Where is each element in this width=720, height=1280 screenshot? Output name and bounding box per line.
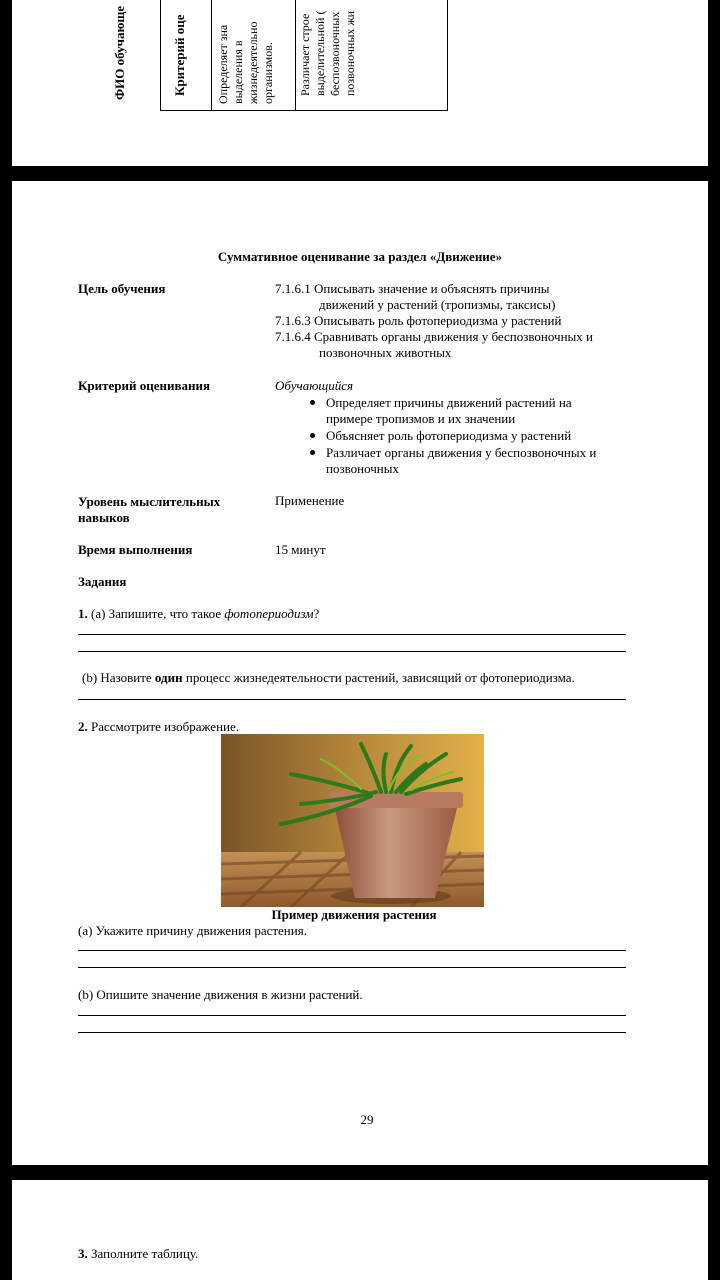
criteria-intro: Обучающийся xyxy=(275,378,354,393)
criteria-item: примере тропизмов и их значении xyxy=(326,411,516,426)
col1-text: Определяет зна выделения в жизнедеятельно организмов. xyxy=(216,21,275,104)
time-value: 15 минут xyxy=(275,542,326,557)
question-2: 2. Рассмотрите изображение. xyxy=(78,719,240,734)
page-number: 29 xyxy=(360,1112,374,1127)
criteria-item: Определяет причины движений растений на xyxy=(326,395,572,410)
photo-caption: Пример движения растения xyxy=(271,907,437,922)
question-1a: 1. (а) Запишите, что такое фотопериодизм? xyxy=(78,606,320,621)
answer-line[interactable] xyxy=(78,950,626,951)
answer-line[interactable] xyxy=(78,651,626,652)
criteria-item: Различает органы движения у беспозвоночных и xyxy=(326,445,597,460)
goal-line: 7.1.6.4 Сравнивать органы движения у беспозвоночных и xyxy=(275,329,593,344)
question-2a: (а) Укажите причину движения растения. xyxy=(78,923,307,938)
goal-line: позвоночных животных xyxy=(319,345,452,360)
level-label: навыков xyxy=(78,510,130,525)
col2-text: Различает строе выделительной ( беспозвоночных позвоночных жи xyxy=(298,10,357,96)
tasks-label: Задания xyxy=(78,574,127,589)
time-label: Время выполнения xyxy=(78,542,193,557)
bullet-icon xyxy=(310,450,315,455)
plant-photo xyxy=(221,734,484,907)
answer-line[interactable] xyxy=(78,967,626,968)
document-page xyxy=(12,181,708,1165)
fio-label: ФИО обучающе xyxy=(112,5,127,100)
question-1b: (b) Назовите один процесс жизнедеятельности растений, зависящий от фотопериодизма. xyxy=(82,670,575,685)
goal-line: 7.1.6.3 Описывать роль фотопериодизма у растений xyxy=(275,313,562,328)
answer-line[interactable] xyxy=(78,1032,626,1033)
bullet-icon xyxy=(310,433,315,438)
next-page xyxy=(12,1180,708,1280)
goal-line: 7.1.6.1 Описывать значение и объяснять причины xyxy=(275,281,550,296)
question-3: 3. Заполните таблицу. xyxy=(78,1246,199,1261)
question-2b: (b) Опишите значение движения в жизни растений. xyxy=(78,987,363,1002)
criteria-item: позвоночных xyxy=(326,461,399,476)
criterion-header: Критерий оце xyxy=(172,14,187,96)
criteria-item: Объясняет роль фотопериодизма у растений xyxy=(326,428,572,443)
level-label: Уровень мыслительных xyxy=(78,494,221,509)
level-value: Применение xyxy=(275,493,345,508)
previous-page xyxy=(12,0,708,166)
answer-line[interactable] xyxy=(78,699,626,700)
answer-line[interactable] xyxy=(78,634,626,635)
answer-line[interactable] xyxy=(78,1015,626,1016)
criteria-label: Критерий оценивания xyxy=(78,378,211,393)
bullet-icon xyxy=(310,400,315,405)
goal-line: движений у растений (тропизмы, таксисы) xyxy=(319,297,556,312)
goal-label: Цель обучения xyxy=(78,281,166,296)
page-title: Суммативное оценивание за раздел «Движение» xyxy=(217,249,503,264)
